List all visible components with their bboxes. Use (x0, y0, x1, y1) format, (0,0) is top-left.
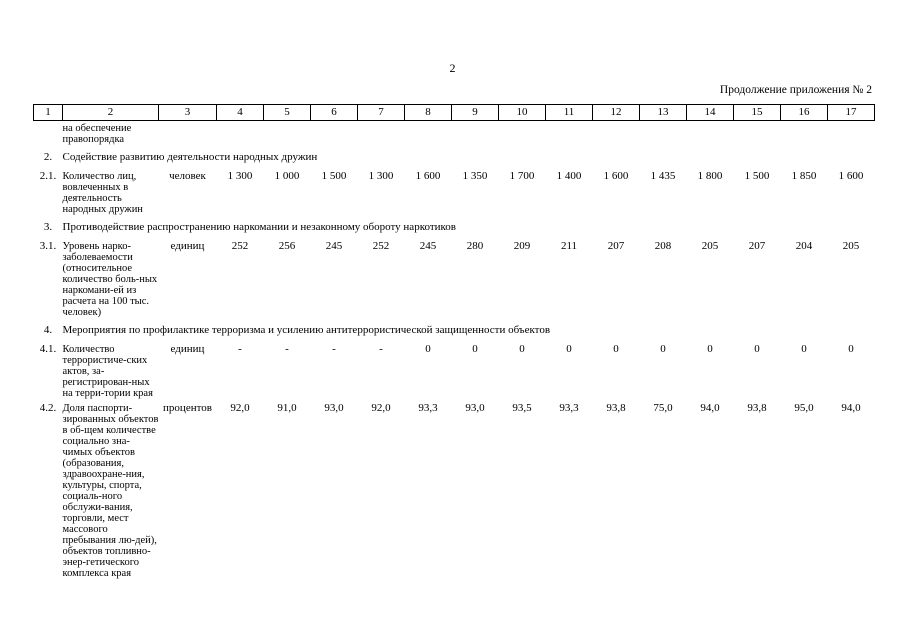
indicator-value: - (379, 343, 383, 355)
header-cell: 14 (687, 105, 734, 121)
indicator-value: 93,5 (512, 402, 532, 414)
indicator-value: 0 (519, 343, 525, 355)
section-number: 2. (43, 151, 53, 163)
header-cell: 6 (311, 105, 358, 121)
indicator-value: 93,8 (747, 402, 767, 414)
header-row (34, 105, 875, 121)
indicator-value: 0 (613, 343, 619, 355)
header-cell: 9 (452, 105, 499, 121)
indicator-unit: единиц (170, 240, 205, 252)
indicator-value: 93,0 (324, 402, 344, 414)
indicator-unit: процентов (163, 402, 212, 414)
indicator-value: 95,0 (794, 402, 814, 414)
indicator-value: 252 (372, 240, 390, 252)
indicator-value: 1 800 (697, 170, 723, 182)
indicator-value: 1 500 (744, 170, 770, 182)
indicator-value: - (332, 343, 336, 355)
indicator-value: 1 000 (274, 170, 300, 182)
page-number: 2 (449, 61, 456, 75)
indicator-value: 1 400 (556, 170, 582, 182)
header-cell: 3 (159, 105, 217, 121)
carryover-text: на обеспечение правопорядка (62, 123, 132, 145)
indicator-value: 0 (472, 343, 478, 355)
header-cell: 13 (640, 105, 687, 121)
indicator-value: 92,0 (230, 402, 250, 414)
indicator-row (34, 167, 875, 215)
indicator-value: 92,0 (371, 402, 391, 414)
indicator-value: 91,0 (277, 402, 297, 414)
continuation-label: Продолжение приложения № 2 (719, 84, 872, 96)
indicator-unit: человек (169, 170, 206, 182)
indicator-name: Уровень нарко-заболеваемости (относительное количество боль-ных наркомани-ей из расчета на 100 тыс. человек) (62, 241, 158, 318)
indicator-value: 280 (466, 240, 484, 252)
indicator-value: 1 850 (791, 170, 817, 182)
indicator-value: 1 300 (368, 170, 394, 182)
indicator-value: 0 (425, 343, 431, 355)
indicator-row (34, 237, 875, 318)
indicator-value: - (238, 343, 242, 355)
section-row (34, 145, 875, 167)
indicator-value: 204 (795, 240, 813, 252)
table-body (34, 105, 875, 580)
indicator-row (34, 340, 875, 399)
indicator-name: Доля паспорти-зированных объектов в об-щем количестве социально зна-чимых объектов (образования, здравоохране-ния, культуры, спорта, социаль-ного обслужи-вания, торговли, мест массового пребывания лю-дей), объектов топливно-энер-гетического комплекса края (62, 403, 159, 579)
indicator-unit: единиц (170, 343, 205, 355)
indicator-value: 245 (325, 240, 343, 252)
section-title: Содействие развитию деятельности народных дружин (62, 151, 318, 163)
indicator-value: 1 435 (650, 170, 676, 182)
indicator-value: 209 (513, 240, 531, 252)
indicator-number: 4.1. (39, 343, 57, 355)
indicator-value: 0 (754, 343, 760, 355)
header-cell: 10 (499, 105, 546, 121)
section-number: 3. (43, 221, 53, 233)
indicator-value: 0 (707, 343, 713, 355)
indicator-value: 1 600 (415, 170, 441, 182)
header-cell: 5 (264, 105, 311, 121)
indicator-value: 207 (748, 240, 766, 252)
indicator-value: 208 (654, 240, 672, 252)
indicator-value: 75,0 (653, 402, 673, 414)
indicator-value: 93,8 (606, 402, 626, 414)
carryover-row (34, 121, 875, 146)
indicator-number: 4.2. (39, 402, 57, 414)
indicator-row (34, 399, 875, 579)
indicator-value: 245 (419, 240, 437, 252)
section-row (34, 318, 875, 340)
section-row (34, 215, 875, 237)
indicator-value: 1 600 (603, 170, 629, 182)
indicator-value: 93,0 (465, 402, 485, 414)
header-cell: 16 (781, 105, 828, 121)
section-title: Противодействие распространению наркомании и незаконному обороту наркотиков (62, 221, 457, 233)
header-cell: 7 (358, 105, 405, 121)
indicator-value: 0 (566, 343, 572, 355)
section-title: Мероприятия по профилактике терроризма и усилению антитеррористической защищенности объектов (62, 324, 551, 336)
header-cell: 2 (63, 105, 159, 121)
header-cell: 1 (34, 105, 63, 121)
indicator-value: - (285, 343, 289, 355)
indicator-value: 1 700 (509, 170, 535, 182)
indicator-number: 3.1. (39, 240, 57, 252)
indicator-value: 0 (801, 343, 807, 355)
header-cell: 4 (217, 105, 264, 121)
indicator-value: 94,0 (841, 402, 861, 414)
indicator-value: 256 (278, 240, 296, 252)
header-cell: 12 (593, 105, 640, 121)
indicator-value: 93,3 (559, 402, 579, 414)
indicator-value: 1 600 (838, 170, 864, 182)
indicator-value: 0 (660, 343, 666, 355)
indicator-value: 94,0 (700, 402, 720, 414)
indicator-value: 211 (560, 240, 578, 252)
indicator-name: Количество лиц, вовлеченных в деятельность народных дружин (62, 171, 143, 215)
indicator-value: 252 (231, 240, 249, 252)
section-number: 4. (43, 324, 53, 336)
indicator-value: 205 (842, 240, 860, 252)
indicator-value: 205 (701, 240, 719, 252)
header-cell: 11 (546, 105, 593, 121)
indicator-value: 0 (848, 343, 854, 355)
indicator-value: 1 350 (462, 170, 488, 182)
indicator-value: 1 500 (321, 170, 347, 182)
header-cell: 15 (734, 105, 781, 121)
indicator-value: 1 300 (227, 170, 253, 182)
header-cell: 17 (828, 105, 875, 121)
indicators-table (33, 104, 875, 579)
indicator-value: 207 (607, 240, 625, 252)
header-cell: 8 (405, 105, 452, 121)
indicator-value: 93,3 (418, 402, 438, 414)
indicator-name: Количество террористиче-ских актов, за-регистрирован-ных на терри-тории края (62, 344, 153, 399)
indicator-number: 2.1. (39, 170, 57, 182)
